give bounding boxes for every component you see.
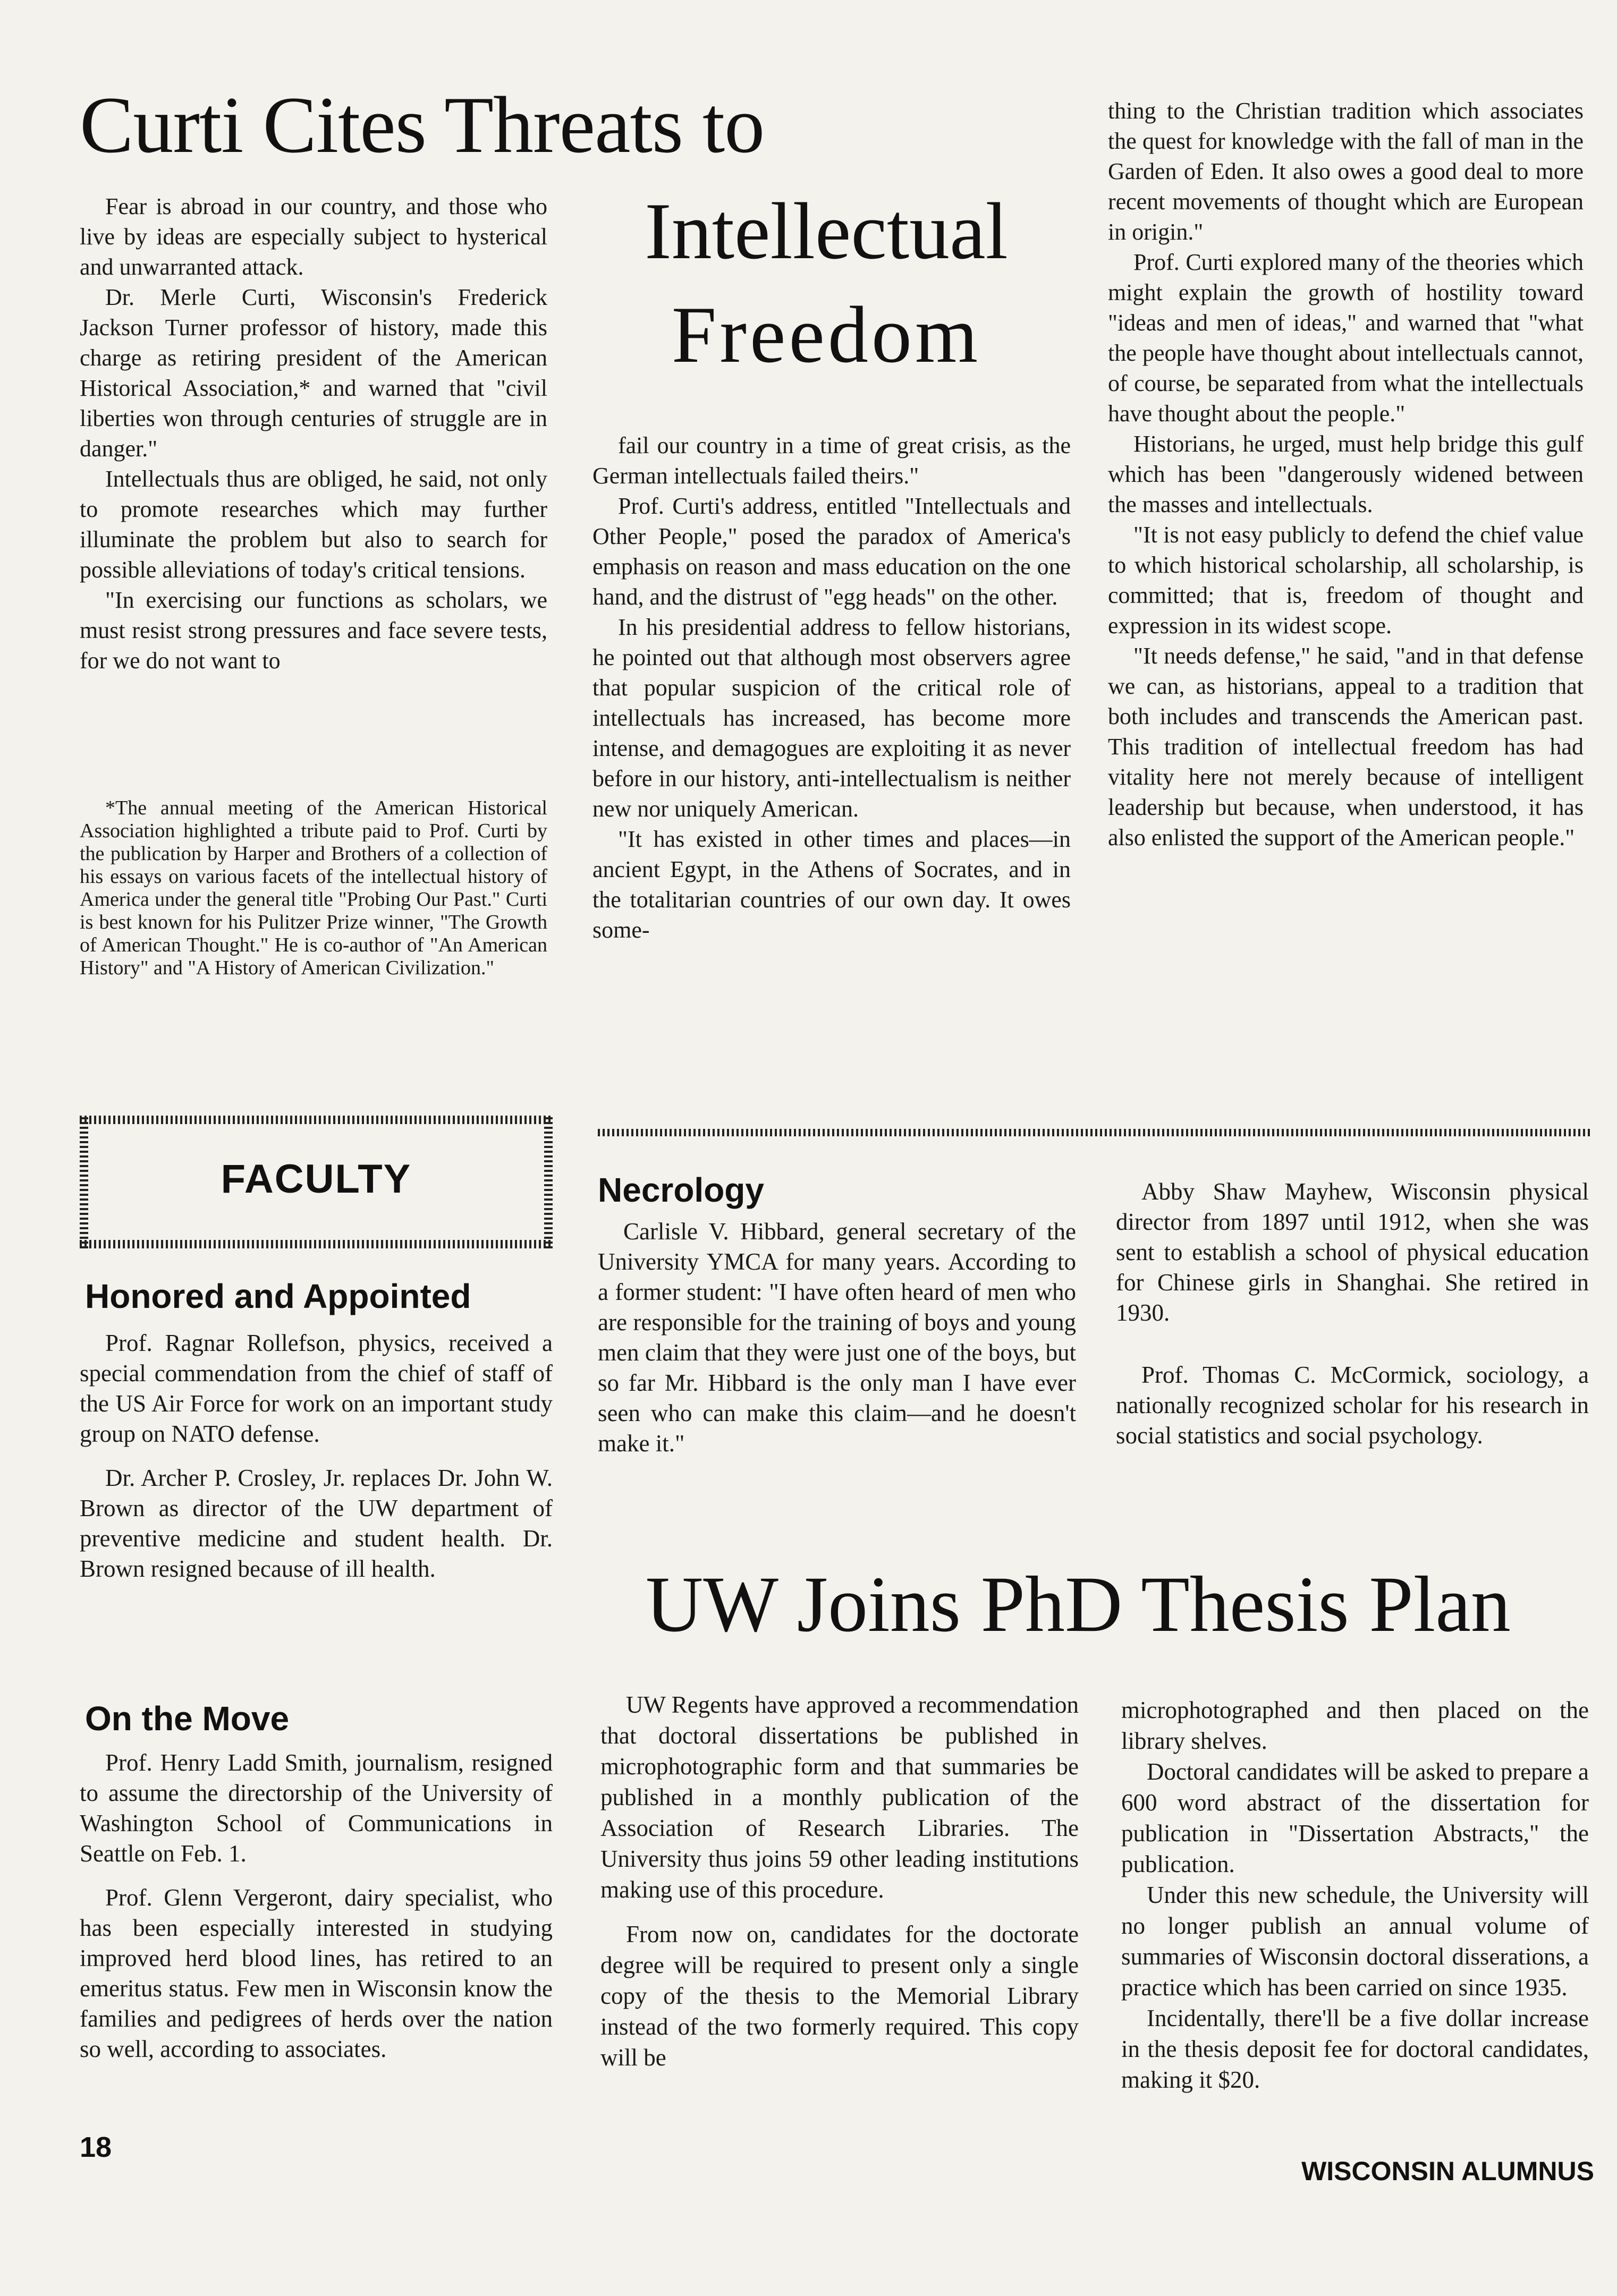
- necrology-column-2: [1116, 1177, 1589, 1451]
- necrology-column-1: [598, 1217, 1076, 1459]
- curti-col3-para: "It is not easy publicly to defend the chief value to which historical scholarship, all scholarship, is committed; that is, freedom of thought and expression in its widest scope.: [1108, 522, 1584, 639]
- curti-col1-para: Dr. Merle Curti, Wisconsin's Frederick Jackson Turner professor of history, made this charge as retiring president of the American Historical Association,* and warned that "civil liberties won through centuries of struggle are in danger.": [80, 284, 547, 462]
- curti-column-1: [80, 191, 547, 676]
- necrology-item: Carlisle V. Hibbard, general secretary of the University YMCA for many years. According to a former student: "I have often heard of men who are responsible for the training of boys and young men claim that they were just one of the boys, but so far Mr. Hibbard is the only man I have ever seen who can make this claim—and he doesn't make it.": [598, 1218, 1076, 1457]
- curti-headline-line2: Intellectual: [645, 186, 1008, 276]
- curti-col2-para: fail our country in a time of great crisis, as the German intellectuals failed theirs.": [592, 432, 1071, 489]
- curti-col1-para: Intellectuals thus are obliged, he said, not only to promote researches which may further illuminate the problem but also to search for possible alleviations of today's critical tensions.: [80, 466, 547, 583]
- curti-col2-para: Prof. Curti's address, entitled "Intellectuals and Other People," posed the paradox of America's emphasis on reason and mass education on the one hand, and the distrust of "egg heads" on the other.: [592, 493, 1071, 610]
- thesis-para: microphotographed and then placed on the library shelves.: [1121, 1697, 1589, 1754]
- necrology-item: Prof. Thomas C. McCormick, sociology, a nationally recognized scholar for his research in social statistics and social psychology.: [1116, 1362, 1589, 1449]
- move-heading: On the Move: [85, 1699, 290, 1738]
- move-item: Prof. Glenn Vergeront, dairy specialist, who has been especially interested in studying improved herd blood lines, has retired to an emeritus status. Few men in Wisconsin know the families and pedigrees of herds over the nation so well, according to associates.: [80, 1884, 553, 2062]
- necrology-item: Abby Shaw Mayhew, Wisconsin physical director from 1897 until 1912, when she was sent to establish a school of physical education for Chinese girls in Shanghai. She retired in 1930.: [1116, 1178, 1589, 1326]
- curti-headline-line3: Freedom: [671, 290, 981, 379]
- thesis-para: Incidentally, there'll be a five dollar increase in the thesis deposit fee for doctoral candidates, making it $20.: [1121, 2005, 1589, 2093]
- move-item: Prof. Henry Ladd Smith, journalism, resigned to assume the directorship of the University of Washington School of Communications in Seattle on Feb. 1.: [80, 1749, 553, 1867]
- faculty-box-title: FACULTY: [221, 1156, 412, 1202]
- magazine-title: WISCONSIN ALUMNUS: [1301, 2156, 1594, 2186]
- curti-col3-para: "It needs defense," he said, "and in that defense we can, as historians, appeal to a tradition that both includes and transcends the American past. This tradition of intellectual freedom has had vitality here not merely because of intelligent leadership but because, when understood, it has also enlisted the support of the American people.": [1108, 643, 1584, 851]
- thesis-headline: UW Joins PhD Thesis Plan: [646, 1560, 1511, 1648]
- curti-col2-para: "It has existed in other times and places—in ancient Egypt, in the Athens of Socrates, and in the totalitarian countries of our own day. It owes some-: [592, 826, 1071, 943]
- honored-heading: Honored and Appointed: [85, 1277, 471, 1315]
- move-column: [80, 1748, 553, 2064]
- curti-col3-para: Historians, he urged, must help bridge this gulf which has been "dangerously widened between the masses and intellectuals.: [1108, 431, 1584, 517]
- curti-col3-para: thing to the Christian tradition which associates the quest for knowledge with the fall of man in the Garden of Eden. It also owes a good deal to more recent movements of thought which are European in origin.": [1108, 98, 1584, 245]
- page-number: 18: [80, 2131, 112, 2163]
- curti-headline-line1: Curti Cites Threats to: [80, 80, 765, 169]
- thesis-para: Under this new schedule, the University will no longer publish an annual volume of summaries of Wisconsin doctoral disserations, a practice which has been carried on since 1935.: [1121, 1882, 1589, 2001]
- curti-col1-para: "In exercising our functions as scholars, we must resist strong pressures and face severe tests, for we do not want to: [80, 587, 547, 674]
- thesis-para: UW Regents have approved a recommendation that doctoral dissertations be published in microphotographic form and that summaries be published in a monthly publication of the Association of Research Libraries. The University thus joins 59 other leading institutions making use of this procedure.: [600, 1691, 1079, 1903]
- curti-col1-para: Fear is abroad in our country, and those who live by ideas are especially subject to hysterical and unwarranted attack.: [80, 193, 547, 280]
- curti-footnote: [80, 797, 547, 980]
- curti-column-3: [1108, 96, 1584, 853]
- curti-col2-para: In his presidential address to fellow historians, he pointed out that although most observers agree that popular suspicion of the critical role of intellectuals has increased, has become more intense, and demagogues are exploiting it as never before in our history, anti-intellectualism is neither new nor uniquely American.: [592, 614, 1071, 822]
- faculty-box-border-top: [80, 1116, 553, 1124]
- section-divider-rule: [598, 1129, 1591, 1136]
- honored-column: [80, 1328, 553, 1584]
- thesis-column-2: [1121, 1695, 1589, 2095]
- honored-item: Dr. Archer P. Crosley, Jr. replaces Dr. John W. Brown as director of the UW department of preventive medicine and student health. Dr. Brown resigned because of ill health.: [80, 1465, 553, 1582]
- faculty-box: [80, 1116, 553, 1248]
- thesis-para: From now on, candidates for the doctorate degree will be required to present only a single copy of the thesis to the Memorial Library instead of the two formerly required. This copy will be: [600, 1921, 1079, 2071]
- necrology-heading: Necrology: [598, 1171, 764, 1209]
- curti-column-2: [592, 430, 1071, 945]
- honored-item: Prof. Ragnar Rollefson, physics, received a special commendation from the chief of staff of the US Air Force for work on an important study group on NATO defense.: [80, 1330, 553, 1447]
- curti-col3-para: Prof. Curti explored many of the theories which might explain the growth of hostility toward "ideas and men of ideas," and warned that "what the people have thought about intellectuals cannot, of course, be separated from what the intellectuals have thought about the people.": [1108, 249, 1584, 427]
- thesis-column-1: [600, 1689, 1079, 2073]
- thesis-para: Doctoral candidates will be asked to prepare a 600 word abstract of the dissertation for publication in "Dissertation Abstracts," the publication.: [1121, 1758, 1589, 1877]
- faculty-box-border-bottom: [80, 1240, 553, 1248]
- curti-footnote-text: *The annual meeting of the American Historical Association highlighted a tribute paid to Prof. Curti by the publication by Harper and Brothers of a collection of his essays on various facets of the intellectual history of America under the general title "Probing Our Past." Curti is best known for his Pulitzer Prize winner, "The Growth of American Thought." He is co-author of "An American History" and "A History of American Civilization.": [80, 797, 547, 979]
